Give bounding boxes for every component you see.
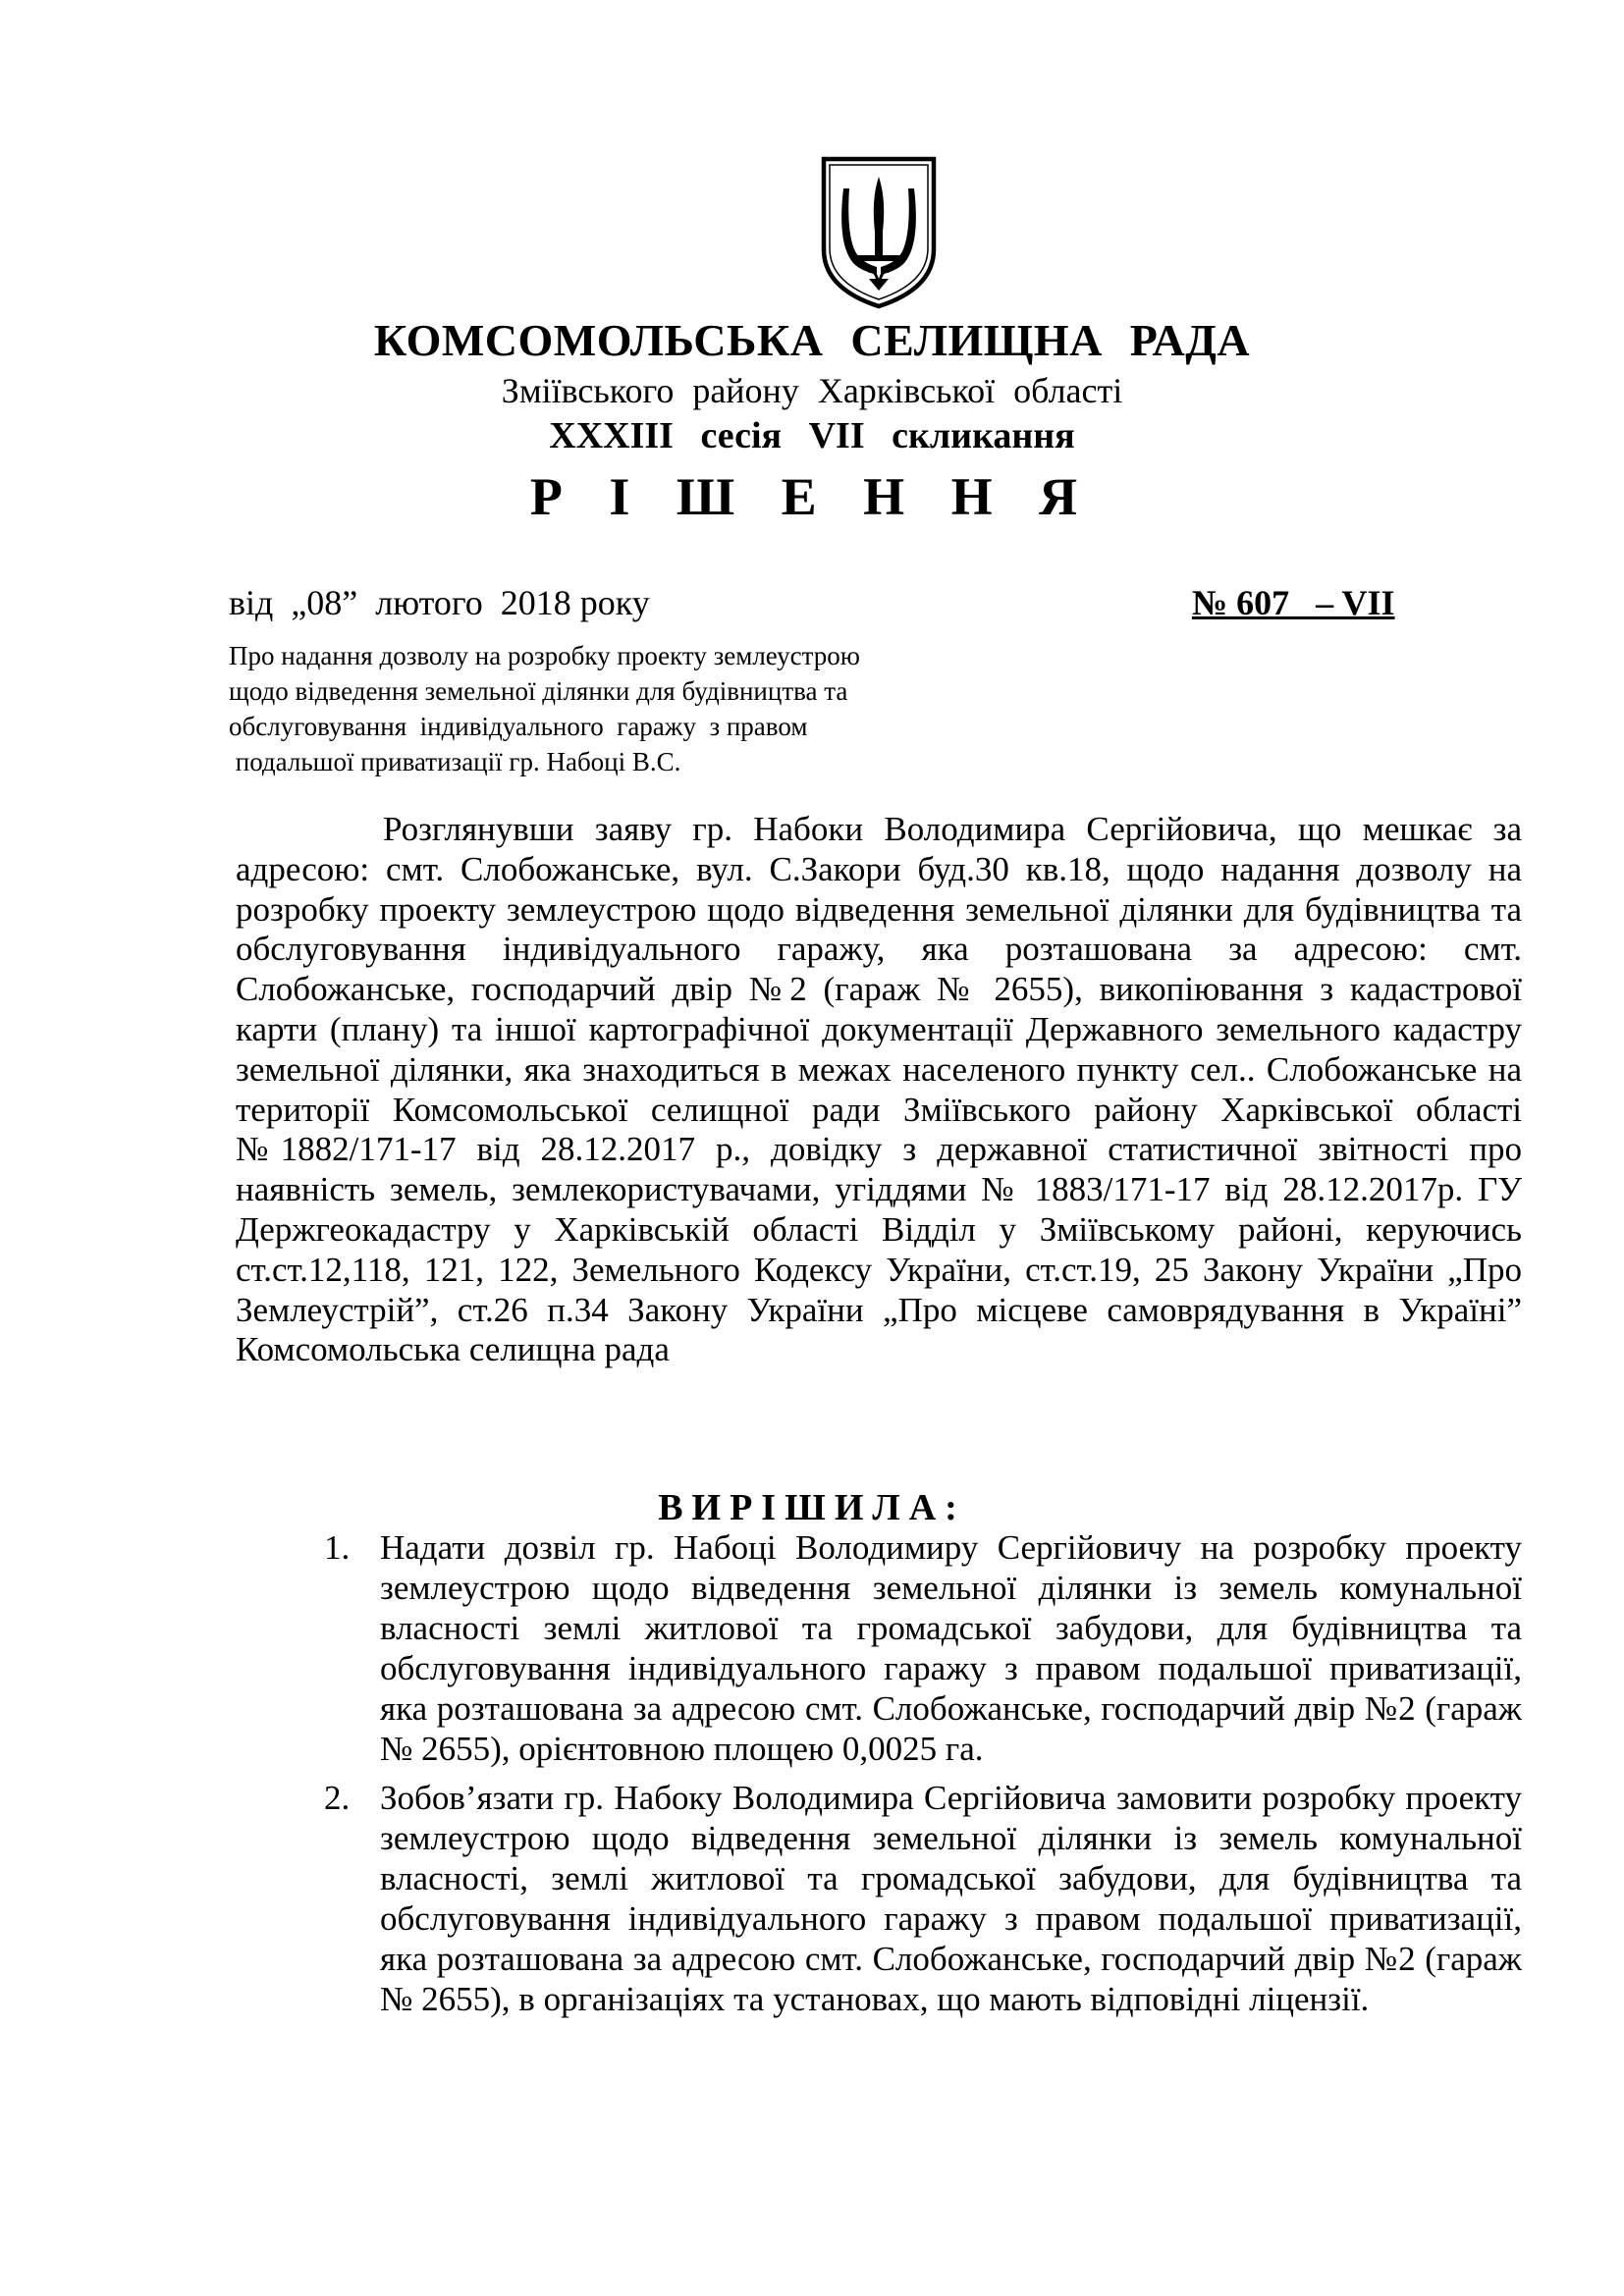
coat-of-arms-emblem (818, 153, 940, 310)
subject-line: Про надання дозволу на розробку проекту землеустрою (229, 641, 860, 670)
item-text: Зобов’язати гр. Набоку Володимира Сергійовича замовити розробку проекту землеустрою щодо відведення земельної ділянки із земель комунальної власності, землі житлової та громадської забудови, для будівництва та обслуговування індивідуального гаражу з правом подальшої приватизації, яка розташована за адресою смт. Слобожанське, господарчий двір №2 (гараж № 2655), в організаціях та установах, що мають відповідні ліцензії. (380, 1779, 1522, 2018)
preamble-paragraph: Розглянувши заяву гр. Набоки Володимира Сергійовича, що мешкає за адресою: смт. Слобожанське, вул. С.Закори буд.30 кв.18, щодо надання дозволу на розробку проекту землеустрою щодо відведення земельної ділянки для будівництва та обслуговування індивідуального гаражу, яка розташована за адресою: смт. Слобожанське, господарчий двір №2 (гараж № 2655), викопіювання з кадастрової карти (плану) та іншої картографічної документації Державного земельного кадастру земельної ділянки, яка знаходиться в межах населеного пункту сел.. Слобожанське на території Комсомольської селищної ради Зміївського району Харківської області №1882/171-17 від 28.12.2017 р., довідку з державної статистичної звітності про наявність земель, землекористувачами, угіддями № 1883/171-17 від 28.12.2017р. ГУ Держгеокадастру у Харківській області Відділ у Зміївському районі, керуючись ст.ст.12,118, 121, 122, Земельного Кодексу України, ст.ст.19, 25 Закону України „Про Землеустрій”, ст.26 п.34 Закону України „Про місцеве самоврядування в Україні” Комсомольська селищна рада (236, 810, 1522, 1369)
decision-items-list (324, 1527, 1522, 2019)
resolved-heading: ВИРІШИЛА: (658, 1487, 966, 1528)
council-name: КОМСОМОЛЬСЬКА СЕЛИЩНА РАДА (373, 315, 1251, 365)
decision-number: № 607 – VII (1192, 583, 1395, 622)
item-text: Надати дозвіл гр. Набоці Володимиру Сергійовичу на розробку проекту землеустрою щодо відведення земельної ділянки із земель комунальної власності землі житлової та громадської забудови, для будівництва та обслуговування індивідуального гаражу з правом подальшої приватизації, яка розташована за адресою смт. Слобожанське, господарчий двір №2 (гараж № 2655), орієнтовною площею 0,0025 га. (380, 1528, 1522, 1768)
session-convocation: XXXIII сесія VII скликання (549, 415, 1075, 456)
preamble (236, 810, 1522, 1370)
decision-item (324, 1778, 1522, 2019)
subject-line: подальшої приватизації гр. Набоці В.С. (229, 747, 681, 776)
subject-line: обслуговування індивідуального гаражу з правом (229, 712, 808, 741)
decision-date: від „08” лютого 2018 року (229, 583, 650, 622)
subject-line: щодо відведення земельної ділянки для будівництва та (229, 676, 848, 706)
decision-subject (229, 638, 975, 779)
item-number: 2. (324, 1779, 351, 1817)
decision-item (324, 1527, 1522, 1769)
district-region: Зміївського району Харківської області (501, 371, 1123, 410)
item-number: 1. (324, 1528, 351, 1567)
trident-icon (818, 153, 940, 310)
decision-title: Р І Ш Е Н Н Я (529, 467, 1095, 526)
